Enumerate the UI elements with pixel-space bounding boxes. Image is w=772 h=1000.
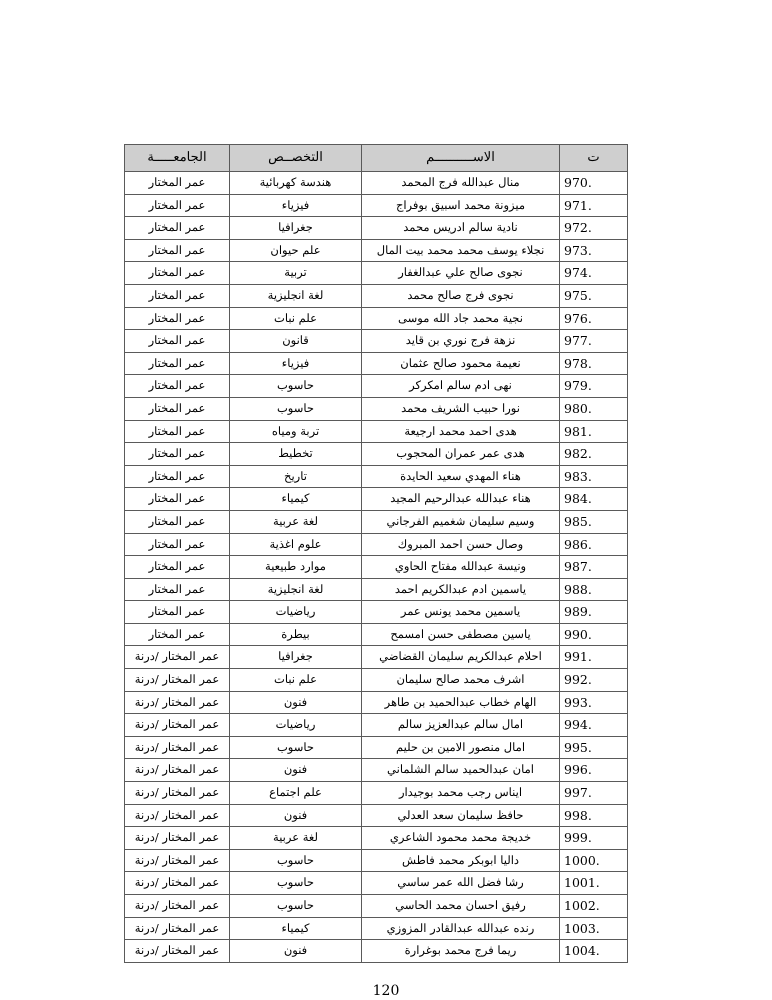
cell-name: نعيمة محمود صالح عثمان — [362, 352, 560, 375]
cell-university: عمر المختار /درنة — [125, 872, 230, 895]
table-row — [125, 397, 628, 420]
table-header-row — [125, 145, 628, 172]
cell-specialization: حاسوب — [230, 849, 362, 872]
table-row — [125, 556, 628, 579]
table-row — [125, 307, 628, 330]
cell-number: 993. — [560, 691, 628, 714]
cell-specialization: تخطيط — [230, 443, 362, 466]
cell-specialization: جغرافيا — [230, 646, 362, 669]
graduates-table — [124, 144, 628, 963]
cell-number: 981. — [560, 420, 628, 443]
cell-name: نجلاء يوسف محمد محمد بيت المال — [362, 239, 560, 262]
cell-name: نجوى صالح علي عبدالغفار — [362, 262, 560, 285]
cell-name: اشرف محمد صالح سليمان — [362, 669, 560, 692]
cell-number: 996. — [560, 759, 628, 782]
cell-number: 978. — [560, 352, 628, 375]
cell-university: عمر المختار /درنة — [125, 759, 230, 782]
header-name: الاســــــــــم — [362, 145, 560, 172]
cell-number: 1003. — [560, 917, 628, 940]
cell-number: 998. — [560, 804, 628, 827]
cell-number: 976. — [560, 307, 628, 330]
cell-university: عمر المختار — [125, 533, 230, 556]
cell-specialization: حاسوب — [230, 397, 362, 420]
cell-university: عمر المختار — [125, 488, 230, 511]
cell-specialization: علم نبات — [230, 669, 362, 692]
cell-name: ايناس رجب محمد بوجيدار — [362, 782, 560, 805]
table-row — [125, 714, 628, 737]
cell-university: عمر المختار — [125, 578, 230, 601]
table-row — [125, 736, 628, 759]
cell-name: نورا حبيب الشريف محمد — [362, 397, 560, 420]
cell-specialization: كيمياء — [230, 917, 362, 940]
cell-specialization: حاسوب — [230, 736, 362, 759]
table-row — [125, 352, 628, 375]
table-row — [125, 488, 628, 511]
cell-number: 1001. — [560, 872, 628, 895]
table-row — [125, 669, 628, 692]
table-row — [125, 443, 628, 466]
cell-university: عمر المختار — [125, 217, 230, 240]
cell-university: عمر المختار /درنة — [125, 782, 230, 805]
table-row — [125, 646, 628, 669]
cell-specialization: فيزياء — [230, 352, 362, 375]
cell-number: 984. — [560, 488, 628, 511]
table-row — [125, 601, 628, 624]
cell-name: هناء المهدي سعيد الحايدة — [362, 465, 560, 488]
cell-number: 980. — [560, 397, 628, 420]
page-number: 120 — [372, 983, 400, 999]
cell-specialization: رياضيات — [230, 601, 362, 624]
cell-university: عمر المختار /درنة — [125, 827, 230, 850]
cell-specialization: تربة ومياه — [230, 420, 362, 443]
cell-name: ونيسة عبدالله مفتاح الحاوي — [362, 556, 560, 579]
cell-university: عمر المختار /درنة — [125, 669, 230, 692]
cell-specialization: فنون — [230, 759, 362, 782]
cell-university: عمر المختار — [125, 397, 230, 420]
table-row — [125, 578, 628, 601]
cell-university: عمر المختار /درنة — [125, 646, 230, 669]
cell-name: ريما فرج محمد بوغرارة — [362, 940, 560, 963]
table-row — [125, 217, 628, 240]
cell-name: وسيم سليمان شغميم الفرجاني — [362, 510, 560, 533]
cell-university: عمر المختار /درنة — [125, 917, 230, 940]
cell-specialization: تاريخ — [230, 465, 362, 488]
cell-number: 1004. — [560, 940, 628, 963]
cell-number: 975. — [560, 284, 628, 307]
cell-name: هدى احمد محمد ارجيعة — [362, 420, 560, 443]
table-row — [125, 194, 628, 217]
cell-name: امال منصور الامين بن حليم — [362, 736, 560, 759]
cell-university: عمر المختار — [125, 465, 230, 488]
table-row — [125, 239, 628, 262]
cell-university: عمر المختار /درنة — [125, 691, 230, 714]
cell-number: 972. — [560, 217, 628, 240]
cell-number: 979. — [560, 375, 628, 398]
cell-specialization: موارد طبيعية — [230, 556, 362, 579]
cell-number: 991. — [560, 646, 628, 669]
table-row — [125, 759, 628, 782]
cell-number: 971. — [560, 194, 628, 217]
cell-number: 989. — [560, 601, 628, 624]
table-row — [125, 330, 628, 353]
table-row — [125, 872, 628, 895]
cell-number: 985. — [560, 510, 628, 533]
cell-number: 973. — [560, 239, 628, 262]
cell-number: 986. — [560, 533, 628, 556]
table-row — [125, 895, 628, 918]
table-row — [125, 782, 628, 805]
table-row — [125, 510, 628, 533]
cell-number: 992. — [560, 669, 628, 692]
cell-university: عمر المختار — [125, 420, 230, 443]
cell-university: عمر المختار /درنة — [125, 804, 230, 827]
table-row — [125, 917, 628, 940]
cell-number: 974. — [560, 262, 628, 285]
cell-number: 1002. — [560, 895, 628, 918]
cell-name: داليا ابوبكر محمد فاطش — [362, 849, 560, 872]
header-university: الجامعـــــة — [125, 145, 230, 172]
cell-specialization: علم اجتماع — [230, 782, 362, 805]
cell-university: عمر المختار — [125, 262, 230, 285]
cell-specialization: لغة عربية — [230, 827, 362, 850]
table-row — [125, 172, 628, 195]
cell-university: عمر المختار — [125, 601, 230, 624]
header-specialization: التخصــص — [230, 145, 362, 172]
cell-name: ياسين مصطفى حسن امسمح — [362, 623, 560, 646]
table-row — [125, 691, 628, 714]
cell-specialization: جغرافيا — [230, 217, 362, 240]
cell-specialization: كيمياء — [230, 488, 362, 511]
cell-number: 997. — [560, 782, 628, 805]
cell-number: 970. — [560, 172, 628, 195]
cell-university: عمر المختار /درنة — [125, 940, 230, 963]
cell-name: ياسمين ادم عبدالكريم احمد — [362, 578, 560, 601]
cell-university: عمر المختار — [125, 172, 230, 195]
cell-name: ياسمين محمد يونس عمر — [362, 601, 560, 624]
cell-specialization: فنون — [230, 691, 362, 714]
cell-specialization: فيزياء — [230, 194, 362, 217]
cell-specialization: لغة انجليزية — [230, 284, 362, 307]
table-row — [125, 940, 628, 963]
cell-university: عمر المختار — [125, 239, 230, 262]
cell-name: نجية محمد جاد الله موسى — [362, 307, 560, 330]
table-row — [125, 420, 628, 443]
cell-university: عمر المختار — [125, 556, 230, 579]
cell-name: امان عبدالحميد سالم الشلماني — [362, 759, 560, 782]
cell-number: 977. — [560, 330, 628, 353]
cell-university: عمر المختار /درنة — [125, 895, 230, 918]
table-row — [125, 849, 628, 872]
cell-name: هدى عمر عمران المحجوب — [362, 443, 560, 466]
cell-name: هناء عبدالله عبدالرحيم المجيد — [362, 488, 560, 511]
cell-name: نزهة فرج نوري بن قايد — [362, 330, 560, 353]
cell-name: نادية سالم ادريس محمد — [362, 217, 560, 240]
cell-specialization: رياضيات — [230, 714, 362, 737]
cell-number: 990. — [560, 623, 628, 646]
cell-specialization: بيطرة — [230, 623, 362, 646]
cell-university: عمر المختار — [125, 284, 230, 307]
table-row — [125, 465, 628, 488]
cell-specialization: فنون — [230, 804, 362, 827]
cell-specialization: فنون — [230, 940, 362, 963]
cell-name: نهى ادم سالم امكركر — [362, 375, 560, 398]
table-row — [125, 284, 628, 307]
cell-specialization: لغة عربية — [230, 510, 362, 533]
cell-name: خديجة محمد محمود الشاعري — [362, 827, 560, 850]
cell-name: الهام خطاب عبدالحميد بن طاهر — [362, 691, 560, 714]
cell-university: عمر المختار — [125, 443, 230, 466]
cell-specialization: تربية — [230, 262, 362, 285]
cell-university: عمر المختار — [125, 623, 230, 646]
cell-university: عمر المختار — [125, 307, 230, 330]
cell-specialization: هندسة كهربائية — [230, 172, 362, 195]
table-row — [125, 827, 628, 850]
cell-university: عمر المختار /درنة — [125, 714, 230, 737]
cell-university: عمر المختار /درنة — [125, 849, 230, 872]
header-number: ت — [560, 145, 628, 172]
cell-specialization: قانون — [230, 330, 362, 353]
cell-name: وصال حسن احمد المبروك — [362, 533, 560, 556]
cell-name: ميزونة محمد اسبيق بوفراج — [362, 194, 560, 217]
cell-number: 995. — [560, 736, 628, 759]
cell-number: 982. — [560, 443, 628, 466]
cell-university: عمر المختار — [125, 510, 230, 533]
table-row — [125, 375, 628, 398]
cell-name: امال سالم عبدالعزيز سالم — [362, 714, 560, 737]
cell-name: نجوى فرج صالح محمد — [362, 284, 560, 307]
cell-name: منال عبدالله فرج المحمد — [362, 172, 560, 195]
cell-university: عمر المختار /درنة — [125, 736, 230, 759]
cell-name: حافظ سليمان سعد العدلي — [362, 804, 560, 827]
cell-number: 988. — [560, 578, 628, 601]
table-row — [125, 623, 628, 646]
cell-number: 1000. — [560, 849, 628, 872]
cell-name: رشا فضل الله عمر ساسي — [362, 872, 560, 895]
cell-university: عمر المختار — [125, 352, 230, 375]
cell-specialization: حاسوب — [230, 872, 362, 895]
cell-specialization: لغة انجليزية — [230, 578, 362, 601]
cell-number: 994. — [560, 714, 628, 737]
cell-university: عمر المختار — [125, 375, 230, 398]
cell-name: رنده عبدالله عبدالقادر المزوزي — [362, 917, 560, 940]
table-body — [125, 172, 628, 963]
cell-name: رفيق احسان محمد الحاسي — [362, 895, 560, 918]
cell-university: عمر المختار — [125, 330, 230, 353]
cell-university: عمر المختار — [125, 194, 230, 217]
cell-specialization: حاسوب — [230, 375, 362, 398]
cell-specialization: علم حيوان — [230, 239, 362, 262]
cell-number: 987. — [560, 556, 628, 579]
table-row — [125, 804, 628, 827]
table-row — [125, 262, 628, 285]
table-row — [125, 533, 628, 556]
cell-specialization: حاسوب — [230, 895, 362, 918]
cell-number: 983. — [560, 465, 628, 488]
cell-specialization: علوم اغذية — [230, 533, 362, 556]
cell-number: 999. — [560, 827, 628, 850]
cell-specialization: علم نبات — [230, 307, 362, 330]
cell-name: احلام عبدالكريم سليمان القضاضي — [362, 646, 560, 669]
